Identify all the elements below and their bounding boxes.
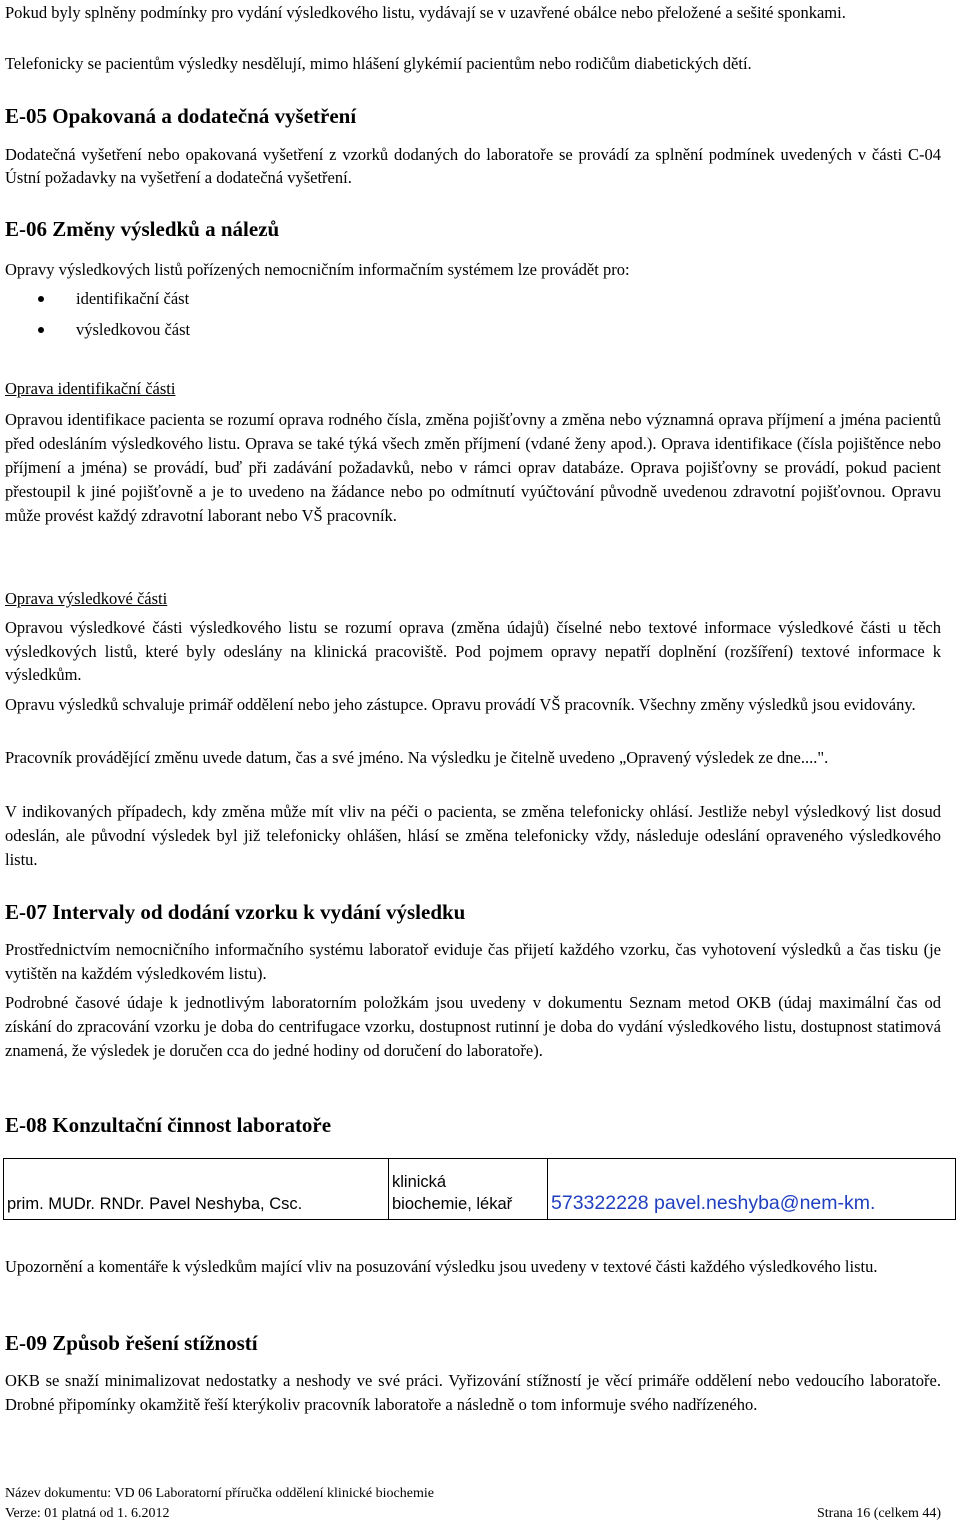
- e05-paragraph: Dodatečná vyšetření nebo opakovaná vyšetření z vzorků dodaných do laboratoře se provádí za splnění podmínek uvedených v části C-04 Ústní požadavky na vyšetření a dodatečná vyšetření.: [5, 145, 941, 187]
- heading-e07: E-07 Intervaly od dodání vzorku k vydání výsledku: [5, 900, 466, 924]
- table-row: [4, 1159, 956, 1220]
- footer-version: Verze: 01 platná od 1. 6.2012: [5, 1506, 170, 1521]
- results-paragraph-4: V indikovaných případech, kdy změna může mít vliv na péči o pacienta, se změna telefonicky ohlásí. Jestliže nebyl výsledkový list dosud odeslán, ale původní výsledek byl již telefonicky ohlášen, hlásí se změna telefonicky vždy, následuje odeslání opraveného výsledkového listu.: [5, 802, 941, 869]
- contact-role-cell: [389, 1159, 548, 1220]
- subheading-identification: Oprava identifikační části: [5, 379, 176, 398]
- contact-role-line2: biochemie, lékař: [392, 1195, 513, 1213]
- heading-e08: E-08 Konzultační činnost laboratoře: [5, 1113, 332, 1137]
- e09-paragraph: OKB se snaží minimalizovat nedostatky a neshody ve své práci. Vyřizování stížností je věcí primáře oddělení nebo vedoucího laboratoře. Drobné připomínky okamžitě řeší kterýkoliv pracovník laboratoře a následně o tom informuje svého nadřízeného.: [5, 1371, 941, 1414]
- footer-document-name: Název dokumentu: VD 06 Laboratorní příručka oddělení klinické biochemie: [5, 1486, 434, 1501]
- e08-note: Upozornění a komentáře k výsledkům mající vliv na posuzování výsledku jsou uvedeny v textové části každého výsledkového listu.: [5, 1257, 878, 1276]
- e07-paragraph-2: Podrobné časové údaje k jednotlivým laboratorním položkám jsou uvedeny v dokumentu Seznam metod OKB (údaj maximální čas od získání do zpracování vzorku je doba do centrifugace vzorku, dostupnost rutinní je doba do vydání výsledkového listu, dostupnost statimová znamená, že výsledek je doručen cca do jedné hodiny od doručení do laboratoře).: [5, 993, 941, 1060]
- e07-paragraph-1: Prostřednictvím nemocničního informačního systému laboratoř eviduje čas přijetí každého vzorku, čas vyhotovení výsledků a čas tisku (je vytištěn na každém výsledkovém listu).: [5, 940, 941, 983]
- results-paragraph-1: Opravou výsledkové části výsledkového listu se rozumí oprava (změna údajů) číselné nebo textové informace výsledkové části u těch výsledkových listů, které byly odeslány na klinická pracoviště. Pod pojmem opravy nepatří doplnění (rozšíření) textové informace k výsledkům.: [5, 618, 941, 684]
- footer-page-number: Strana 16 (celkem 44): [816, 1506, 941, 1521]
- subheading-results: Oprava výsledkové části: [5, 589, 168, 608]
- page-footer: [5, 1484, 941, 1524]
- heading-e09: E-09 Způsob řešení stížností: [5, 1331, 258, 1355]
- contact-name-cell: prim. MUDr. RNDr. Pavel Neshyba, Csc.: [4, 1159, 389, 1220]
- list-item: identifikační část: [5, 283, 941, 314]
- top-paragraph-phone: Telefonicky se pacientům výsledky nesdělují, mimo hlášení glykémií pacientům nebo rodičům diabetických dětí.: [5, 54, 752, 73]
- list-item: výsledkovou část: [5, 314, 941, 345]
- identification-paragraph: Opravou identifikace pacienta se rozumí oprava rodného čísla, změna pojišťovny a změna nebo významná oprava příjmení a jména pacientů před odesláním výsledkového listu. Oprava se také týká všech změn příjmení (vdané ženy apod.). Oprava identifikace (čísla pojištěnce nebo příjmení a jména) se provádí, buď při zadávání požadavků, nebo v rámci oprav databáze. Oprava pojišťovny se provádí, pokud pacient přestoupil k jiné pojišťovně a je to uvedeno na žádance nebo po odmítnutí vyúčtování původně uvedenou zdravotní pojišťovnou. Opravu může provést každý zdravotní laborant nebo VŠ pracovník.: [5, 410, 941, 526]
- heading-e06: E-06 Změny výsledků a nálezů: [5, 217, 280, 241]
- top-paragraph: Pokud byly splněny podmínky pro vydání výsledkového listu, vydávají se v uzavřené obálce nebo přeložené a sešité sponkami.: [5, 3, 846, 22]
- e06-bullet-list: [5, 283, 941, 345]
- e06-intro: Opravy výsledkových listů pořízených nemocničním informačním systémem lze provádět pro:: [5, 260, 630, 279]
- heading-e05: E-05 Opakovaná a dodatečná vyšetření: [5, 104, 357, 128]
- footer-row: [5, 1504, 941, 1524]
- contact-table: [3, 1158, 956, 1220]
- results-paragraph-3: Pracovník provádějící změnu uvede datum, čas a své jméno. Na výsledku je čitelně uvedeno „Opravený výsledek ze dne....".: [5, 748, 829, 767]
- results-paragraph-2: Opravu výsledků schvaluje primář oddělení nebo jeho zástupce. Opravu provádí VŠ pracovník. Všechny změny výsledků jsou evidovány.: [5, 695, 916, 714]
- contact-role-line1: klinická: [392, 1173, 447, 1191]
- contact-phone-email-cell[interactable]: 573322228 pavel.neshyba@nem-km.: [548, 1159, 956, 1220]
